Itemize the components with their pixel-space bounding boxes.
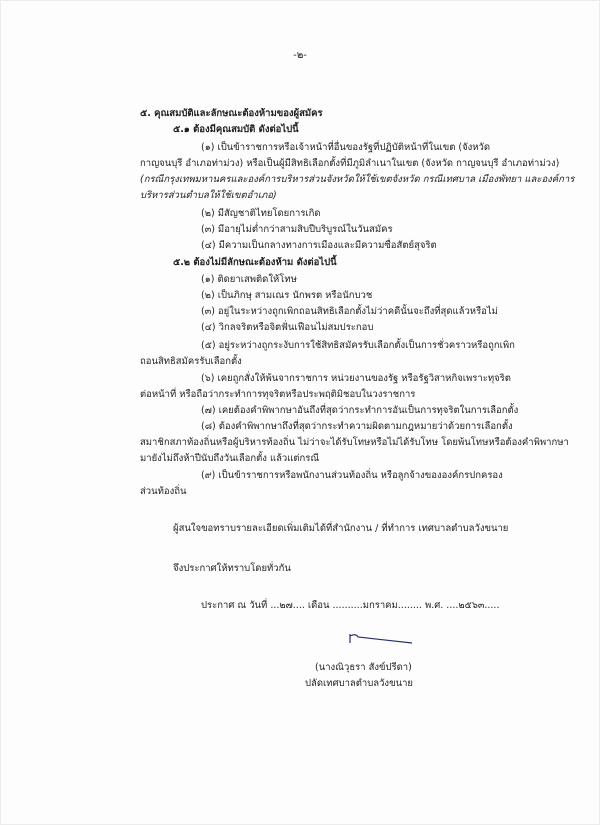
prohibitions-heading: ๕.๒ ต้องไม่มีลักษณะต้องห้าม ดังต่อไปนี้ [173, 257, 337, 268]
signer-name: (นางณิวุธรา สังข์ปรีดา) [315, 662, 412, 673]
qualification-item-1: (๑) เป็นข้าราชการหรือเจ้าหน้าที่อื่นของรัฐที่ปฏิบัติหน้าที่ในเขต (จังหวัด [201, 142, 491, 153]
qualification-item-4: (๔) มีความเป็นกลางทางการเมืองและมีความซื่อสัตย์สุจริต [201, 240, 437, 251]
prohibition-item-9-cont: ส่วนท้องถิ่น [140, 486, 187, 497]
announcement-text: จึงประกาศให้ทราบโดยทั่วกัน [173, 563, 291, 574]
prohibition-item-6: (๖) เคยถูกสั่งให้พ้นจากราชการ หน่วยงานของรัฐ หรือรัฐวิสาหกิจเพราะทุจริต [201, 373, 511, 384]
prohibition-item-2: (๒) เป็นภิกษุ สามเณร นักพรต หรือนักบวช [201, 290, 373, 301]
inquiry-text: ผู้สนใจขอทราบรายละเอียดเพิ่มเติมได้ที่สำนักงาน / ที่ทำการ เทศบาลตำบลวังขนาย [173, 523, 509, 534]
prohibition-item-3: (๓) อยู่ในระหว่างถูกเพิกถอนสิทธิเลือกตั้งไม่ว่าคดีนั้นจะถึงที่สุดแล้วหรือไม่ [201, 306, 498, 317]
prohibition-item-4: (๔) วิกลจริตหรือจิตฟั่นเฟือนไม่สมประกอบ [201, 322, 374, 333]
signer-title: ปลัดเทศบาลตำบลวังขนาย [305, 678, 413, 689]
qualification-item-1-cont: กาญจนบุรี อำเภอท่าม่วง) หรือเป็นผู้มีสิทธิเลือกตั้งที่มีภูมิลำเนาในเขต (จังหวัด กาญจนบุรี อำเภอท่าม่วง) [140, 158, 560, 169]
qualification-note-cont: บริหารส่วนตำบลให้ใช้เขตอำเภอ) [140, 190, 277, 201]
section-title: ๕. คุณสมบัติและลักษณะต้องห้ามของผู้สมัคร [140, 108, 323, 119]
prohibition-item-7: (๗) เคยต้องคำพิพากษาอันถึงที่สุดว่ากระทำการอันเป็นการทุจริตในการเลือกตั้ง [201, 405, 519, 416]
prohibition-item-8: (๘) ต้องคำพิพากษาถึงที่สุดว่ากระทำความผิดตามกฎหมายว่าด้วยการเลือกตั้ง [201, 421, 513, 432]
qualification-item-3: (๓) มีอายุไม่ต่ำกว่าสามสิบปีบริบูรณ์ในวันสมัคร [201, 224, 393, 235]
qualification-note: (กรณีกรุงเทพมหานครและองค์การบริหารส่วนจังหวัดให้ใช้เขตจังหวัด กรณีเทศบาล เมืองพัทยา และองค์การ [140, 174, 575, 185]
signature-mark [342, 631, 416, 647]
prohibition-item-6-cont: ต่อหน้าที่ หรือถือว่ากระทำการทุจริตหรือประพฤติมิชอบในวงราชการ [140, 389, 416, 400]
prohibition-item-9: (๙) เป็นข้าราชการหรือพนักงานส่วนท้องถิ่น หรือลูกจ้างขององค์กรปกครอง [201, 470, 503, 481]
prohibition-item-1: (๑) ติดยาเสพติดให้โทษ [201, 274, 297, 285]
qualification-item-2: (๒) มีสัญชาติไทยโดยการเกิด [201, 208, 321, 219]
prohibition-item-8-cont-1: สมาชิกสภาท้องถิ่นหรือผู้บริหารท้องถิ่น ไม่ว่าจะได้รับโทษหรือไม่ได้รับโทษ โดยพ้นโทษหรือต้องคำพิพากษา [140, 437, 569, 448]
prohibition-item-5: (๕) อยู่ระหว่างถูกระงับการใช้สิทธิสมัครรับเลือกตั้งเป็นการชั่วคราวหรือถูกเพิก [201, 340, 515, 351]
announcement-date: ประกาศ ณ วันที่ ...๒๗.... เดือน ..........มกราคม........ พ.ศ. ....๒๕๖๓..... [201, 600, 500, 611]
prohibition-item-5-cont: ถอนสิทธิสมัครรับเลือกตั้ง [140, 356, 242, 367]
qualifications-heading: ๕.๑ ต้องมีคุณสมบัติ ดังต่อไปนี้ [173, 124, 299, 135]
prohibition-item-8-cont-2: มายังไม่ถึงห้าปีนับถึงวันเลือกตั้ง แล้วแต่กรณี [140, 453, 320, 464]
page-number: -๒- [293, 50, 307, 61]
